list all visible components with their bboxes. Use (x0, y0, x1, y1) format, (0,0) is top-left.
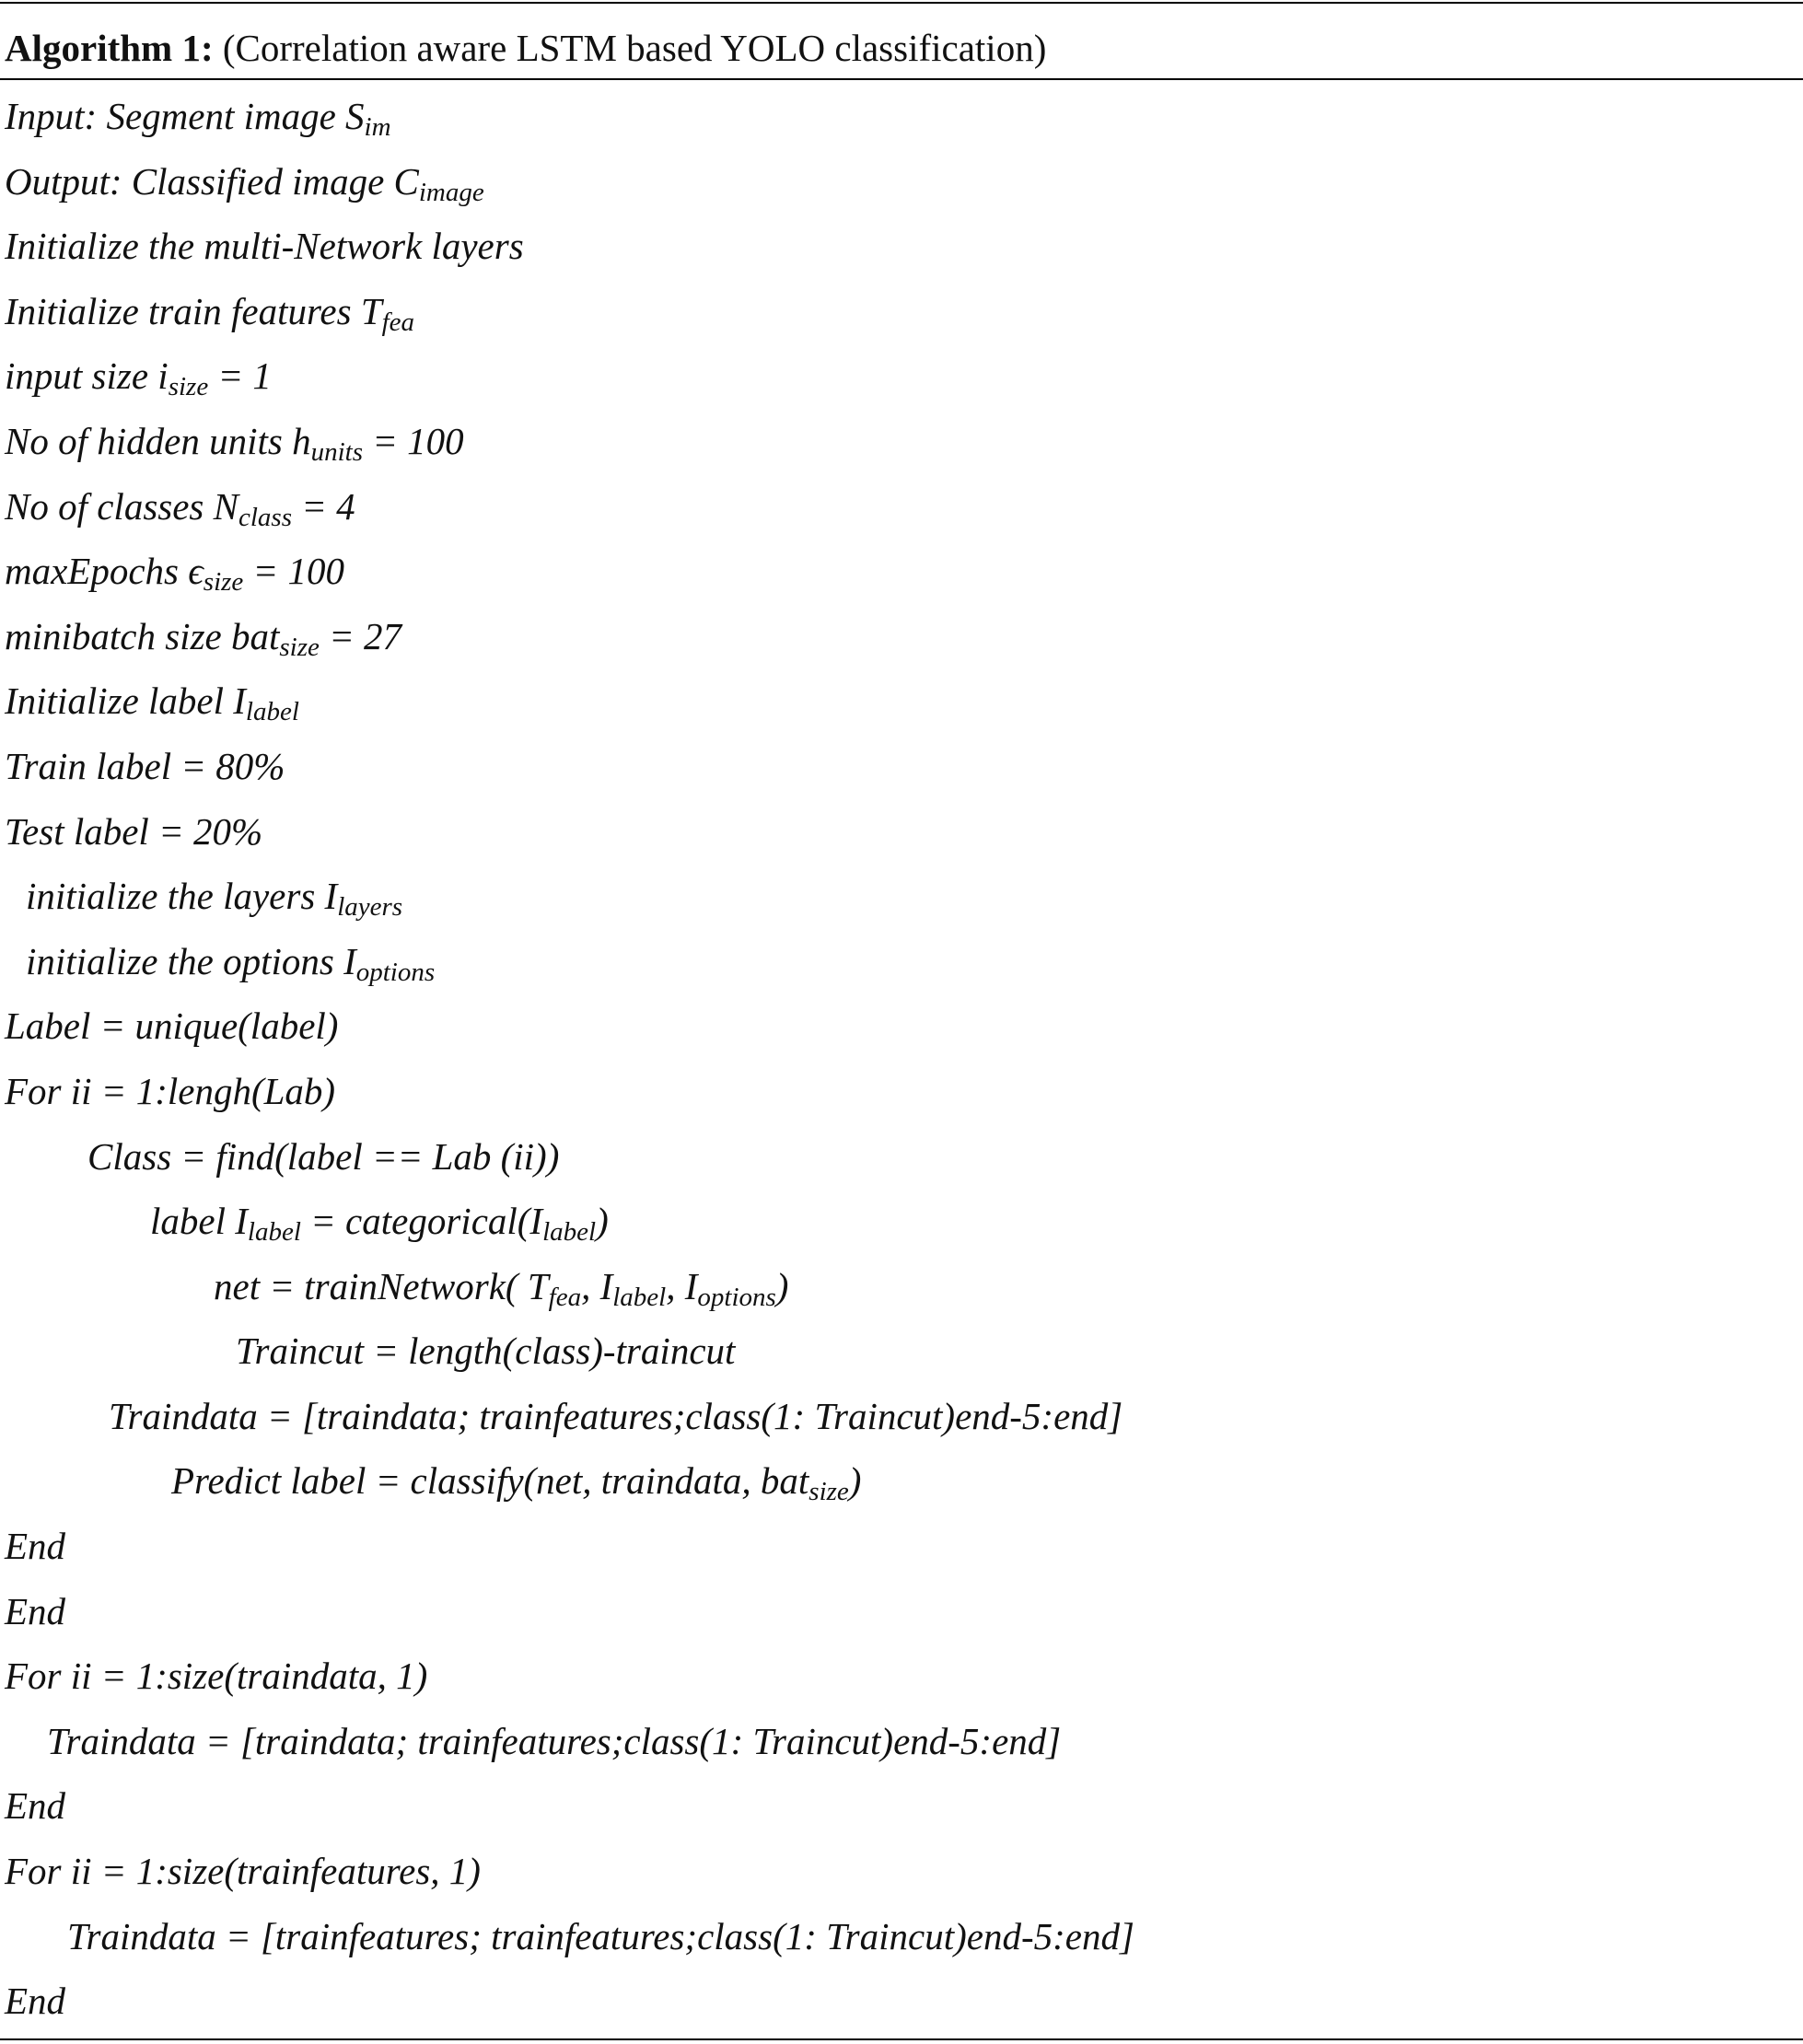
line-text: = 100 (243, 550, 344, 593)
algorithm-line (0, 678, 1803, 743)
subscript: label (247, 1217, 301, 1248)
subscript: options (355, 957, 436, 987)
algorithm-line (0, 353, 1803, 418)
header-rule (0, 78, 1803, 80)
subscript: image (418, 177, 484, 207)
subscript: options (697, 1282, 776, 1312)
algorithm-line (0, 938, 1803, 1004)
algorithm-line (0, 1848, 1803, 1913)
algorithm-line (0, 808, 1803, 874)
algorithm-line (0, 418, 1803, 483)
line-text: ) (848, 1459, 862, 1503)
algorithm-line (0, 288, 1803, 354)
line-text: input size i (5, 354, 169, 398)
subscript: units (310, 436, 363, 467)
line-text: Initialize the multi-Network layers (5, 225, 524, 268)
line-text: End (5, 1525, 66, 1568)
subscript: size (168, 372, 209, 402)
line-text: Predict label = classify(net, traindata, bat (171, 1459, 809, 1503)
line-text: = categorical(I (300, 1200, 543, 1243)
line-text: Initialize train features T (5, 289, 382, 332)
line-text: Test label = 20% (5, 809, 263, 853)
algorithm-line (0, 158, 1803, 224)
subscript: size (808, 1477, 849, 1507)
line-text: ) (775, 1264, 789, 1307)
line-text: No of classes N (5, 484, 238, 528)
subscript: label (542, 1217, 597, 1248)
subscript: label (245, 697, 299, 727)
line-text: End (5, 1980, 66, 2023)
bottom-rule (0, 2038, 1803, 2040)
subscript: size (203, 567, 244, 598)
line-text: Output: Classified image C (5, 159, 419, 203)
line-text: Train label = 80% (5, 744, 285, 787)
algorithm-line (0, 1913, 1803, 1979)
algorithm-line (0, 223, 1803, 288)
line-text: net = trainNetwork( T (214, 1264, 549, 1307)
algorithm-line (0, 1133, 1803, 1199)
line-text: Class = find(label == Lab (ii)) (87, 1134, 560, 1178)
algorithm-line (0, 1978, 1803, 2043)
algorithm-line (0, 1523, 1803, 1588)
line-text: = 4 (292, 484, 355, 528)
line-text: For ii = 1:size(trainfeatures, 1) (5, 1850, 481, 1893)
line-text: Traindata = [trainfeatures; trainfeatures;class(1: Traincut)end-5:end] (67, 1914, 1134, 1957)
algorithm-name: (Correlation aware LSTM based YOLO classification) (213, 27, 1047, 69)
algorithm-line (0, 93, 1803, 158)
subscript: im (364, 112, 391, 142)
line-text: Traindata = [traindata; trainfeatures;class(1: Traincut)end-5:end] (109, 1394, 1123, 1437)
algorithm-line (0, 743, 1803, 808)
line-text: For ii = 1:lengh(Lab) (5, 1069, 336, 1112)
line-text: , I (666, 1264, 698, 1307)
subscript: label (612, 1282, 667, 1312)
line-text: = 100 (362, 419, 464, 462)
line-text: , I (581, 1264, 613, 1307)
algorithm-line (0, 548, 1803, 613)
algorithm-line (0, 1718, 1803, 1783)
line-text: maxEpochs ϵ (5, 550, 204, 593)
algorithm-line (0, 1588, 1803, 1654)
algorithm-line (0, 1263, 1803, 1329)
line-text: End (5, 1784, 66, 1828)
line-text: = 27 (319, 614, 402, 657)
line-text: = 1 (208, 354, 272, 398)
subscript: size (279, 632, 320, 662)
line-text: Traindata = [traindata; trainfeatures;class(1: Traincut)end-5:end] (47, 1719, 1062, 1762)
subscript: fea (381, 307, 415, 337)
algorithm-line (0, 1458, 1803, 1523)
line-text: Traincut = length(class)-traincut (236, 1330, 736, 1373)
line-text: End (5, 1589, 66, 1632)
line-text: label I (150, 1200, 248, 1243)
algorithm-line (0, 1783, 1803, 1848)
algorithm-line (0, 873, 1803, 938)
line-text: Input: Segment image S (5, 95, 365, 137)
algorithm-line (0, 1393, 1803, 1458)
algorithm-line (0, 613, 1803, 679)
line-text: Label = unique(label) (5, 1005, 339, 1048)
top-rule (0, 2, 1803, 4)
line-text: For ii = 1:size(traindata, 1) (5, 1655, 428, 1698)
algorithm-line (0, 1003, 1803, 1068)
algorithm-line (0, 1328, 1803, 1393)
line-text: initialize the layers I (26, 875, 338, 918)
subscript: layers (337, 892, 403, 923)
algorithm-body (0, 93, 1803, 2043)
algorithm-title (5, 25, 1791, 71)
line-text: minibatch size bat (5, 614, 280, 657)
algorithm-line (0, 483, 1803, 549)
subscript: class (238, 502, 292, 532)
line-text: initialize the options I (26, 939, 356, 982)
line-text: Initialize label I (5, 679, 246, 723)
algorithm-number: Algorithm 1: (5, 27, 214, 69)
algorithm-line (0, 1198, 1803, 1263)
algorithm-line (0, 1653, 1803, 1718)
subscript: fea (548, 1282, 582, 1312)
algorithm-line (0, 1068, 1803, 1133)
line-text: No of hidden units h (5, 419, 311, 462)
line-text: ) (596, 1200, 609, 1243)
